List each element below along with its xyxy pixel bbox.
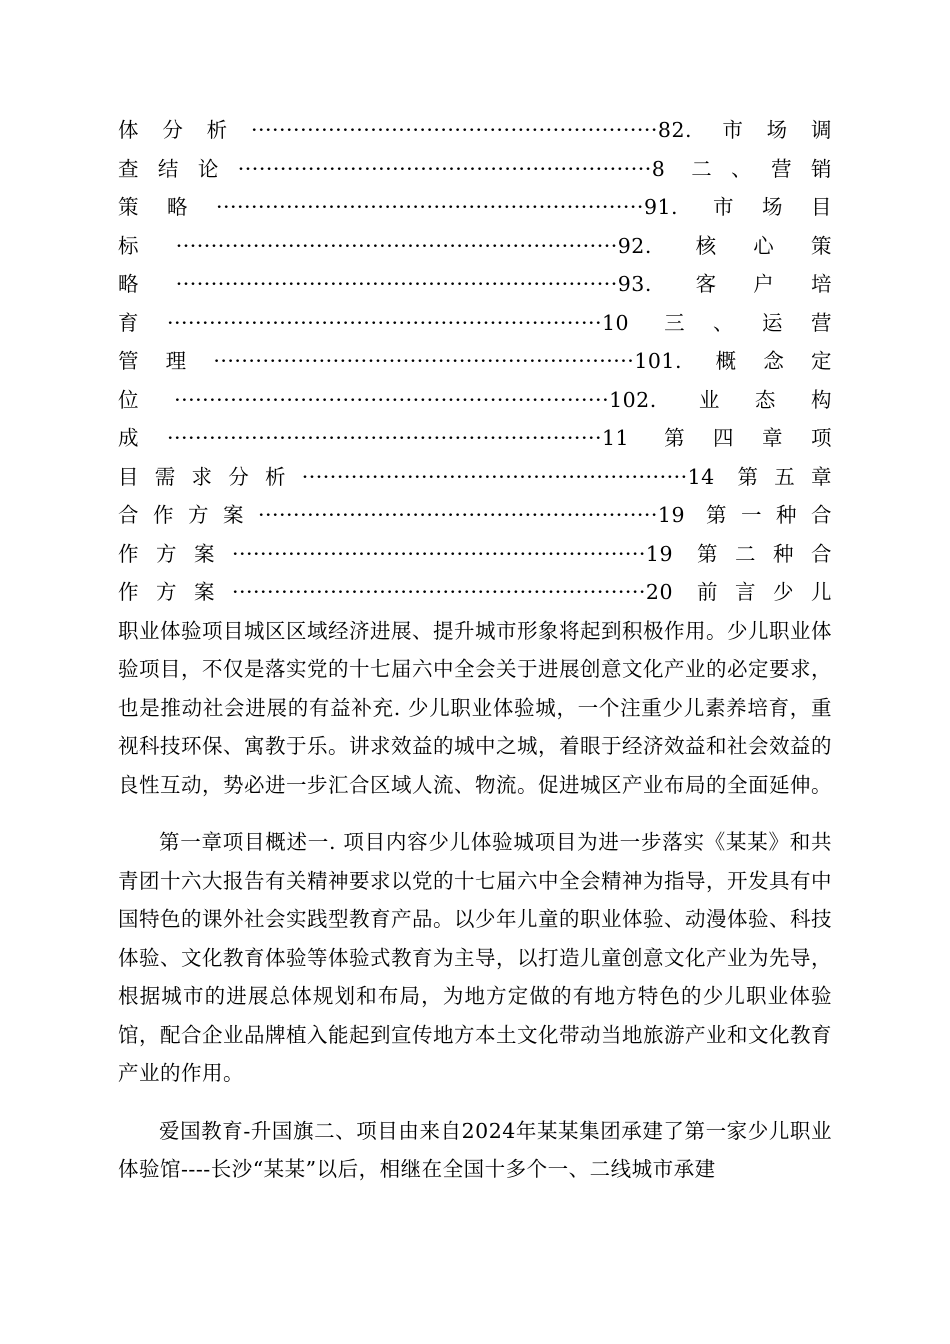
toc-line: 管理····························································101. 概念定 <box>118 349 832 373</box>
toc-line: 体分析··························································82. 市场调 <box>118 118 832 142</box>
toc-line: 作方案···························································19 第二种合 <box>118 541 832 566</box>
body-paragraph-preface: 职业体验项目城区区域经济进展、提升城市形象将起到积极作用。少儿职业体验项目，不仅是落实党的十七届六中全会关于进展创意文化产业的必定要求，也是推动社会进展的有益补充. 少儿职业体验城，一个注重少儿素养培育，重视科技环保、寓教于乐。讲求效益的城中之城，着眼于经济效益和社会效益的良性互动，势必进一步汇合区域人流、物流。促进城区产业布局的全面延伸。 <box>118 618 832 797</box>
toc-line: 育······························································10 三、运营 <box>118 310 832 335</box>
toc-line: 查结论···························································8 二、营销 <box>118 156 832 181</box>
toc-line: 位······························································102. 业态构 <box>118 387 832 412</box>
toc-line: 略·······························································93. 客户培 <box>118 272 832 296</box>
toc-line: 成······························································11 第四章项 <box>118 426 832 450</box>
body-paragraph-project-origin: 爱国教育-升国旗二、项目由来自2024年某某集团承建了第一家少儿职业体验馆----长沙“某某”以后，相继在全国十多个一、二线城市承建 <box>118 1118 832 1181</box>
body-paragraph-chapter-one: 第一章项目概述一. 项目内容少儿体验城项目为进一步落实《某某》和共青团十六大报告有关精神要求以党的十七届六中全会精神为指导，开发具有中国特色的课外社会实践型教育产品。以少年儿童的职业体验、动漫体验、科技体验、文化教育体验等体验式教育为主导，以打造儿童创意文化产业为先导，根据城市的进展总体规划和布局，为地方定做的有地方特色的少儿职业体验馆，配合企业品牌植入能起到宣传地方本土文化带动当地旅游产业和文化教育产业的作用。 <box>118 830 832 1085</box>
toc-line: 策略·····························································91. 市场目 <box>118 195 832 219</box>
toc-line: 目需求分析·······················································14 第五章 <box>118 464 832 489</box>
toc-line: 标·······························································92. 核心策 <box>118 233 832 258</box>
table-of-contents <box>118 111 832 612</box>
toc-line: 作方案···························································20 前言少儿 <box>118 580 832 604</box>
toc-line: 合作方案·························································19 第一种合 <box>118 503 832 527</box>
